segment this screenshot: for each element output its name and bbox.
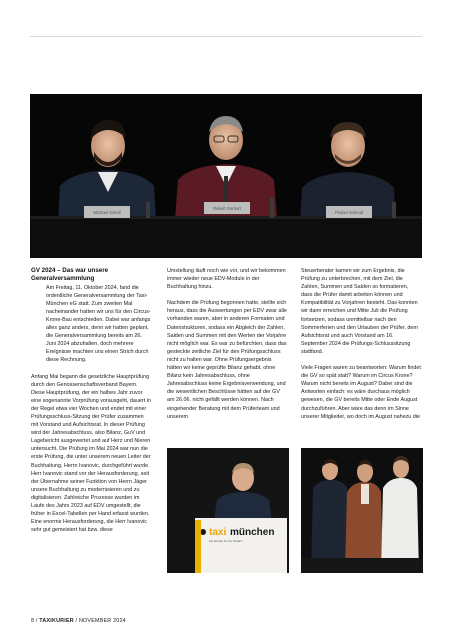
nameplate-text-right: Florian Schmid (335, 210, 363, 215)
lectern-brand-prefix: taxi (209, 527, 227, 538)
page-number: 8 (31, 618, 35, 624)
three-people-illustration (301, 448, 423, 573)
lectern-brand-name: münchen (230, 527, 275, 538)
magazine-name: TAXIKURIER (39, 618, 74, 624)
paragraph-questions: Viele Fragen waren zu beantworten: Warum findet die GV so spät statt? Warum im Circus Krone? Warum nicht bereits im August? Dabei sind die Antworten einfach: es wäre durchaus möglich gewesen, die GV bereits Mitte oder Ende August durchzuführen. Aber wäre das denn im Sinne unserer Mitglieder, wo doch im August nahezu die (301, 365, 421, 420)
footer-separator-2: / (73, 618, 79, 624)
board-members-photo-illustration (30, 94, 422, 258)
paragraph-audit-problem: Nachdem die Prüfung begonnen hatte, stellte sich heraus, dass die Auswertungen per EDV zwar alle vorhanden waren, aber in anderen Formaten und Datenstrukturen, sodass ein Abgleich der Zahlen, Salden und Summen mit den Werten der Vorjahre nicht möglich war. Es war zu befürchten, dass das gesteckte zeitliche Ziel für den Prüfungsschluss nicht zu halten war. Ohne Prüfungsergebnis hätten wir keine geprüfte Bilanz gehabt, ohne Bilanz kein Jahresabschluss, ohne Jahresabschluss keine Ergebnisverwendung, und die wesentlichen Beschlüsse hätten auf der GV am 26.06. nicht gefällt werden können. Nach eingehender Beratung mit dem Prüferteam und unserem (167, 300, 287, 420)
issue-date: NOVEMBER 2024 (78, 618, 126, 624)
three-people-photo (301, 448, 423, 573)
speaker-lectern-illustration (167, 448, 289, 573)
article-column-3 (301, 267, 421, 421)
paragraph-audit: Anfang Mai begann die gesetzliche Hauptprüfung durch den Genossenschaftsverband Bayern. Diese Hauptprüfung, der ein halbes Jahr zuvor eine sogenannte Vorprüfung vorausgeht, dauert in der Regel etwa vier Wochen und endet mit einer Prüfungsschluss-Sitzung der Prüfer zusammen mit Vorstand und Aufsichtsrat. In dieser Prüfung wird der Jahresabschluss, also Bilanz, GuV und Lagebericht ausgewertet und auf Herz und Nieren untersucht. Die Prüfung im Mai 2024 war nun die erste Prüfung, die unter unserem neuen Leiter der Buchhaltung, Herrn Ivanovic, durchgeführt wurde. Herr Ivanovic stand vor der Herausforderung, seit der Übernahme seiner Funktion von Herrn Jäger unsere Buchhaltung zu modernisieren und zu digitalisieren. Zahlreiche Prozesse wurden im Laufe des Jahrs 2023 auf EDV umgestellt, die früher in Excel-Tabellen per Hand erfasst wurden. Eine enorme Herausforderung, die Herr Ivanovic sehr gut gemeistert hat bzw. diese (31, 373, 151, 534)
footer-separator: / (34, 618, 40, 624)
nameplate-text-center: Robert Gerhart (213, 206, 241, 211)
paragraph-intro: Am Freitag, 11. Oktober 2024, fand die ordentliche Generalversammlung der Taxi-München eG statt. Zum zweiten Mal nacheinander hatten wir uns für den Circus-Krone-Bau entschieden. Dabei war anfangs alles ganz anders, denn wir hatten geplant, die Generalversammlung bereits am 26. Juni 2024 abzuhalten, doch mehrere Ereignisse machten uns einen Strich durch diese Rechnung. (46, 284, 151, 364)
nameplate-text-left: Michael Scholl (93, 210, 121, 215)
article-column-2 (167, 267, 287, 421)
page-footer (31, 618, 126, 624)
article-column-1 (31, 267, 151, 534)
article-heading: GV 2024 – Das war unsere Generalversammlung (31, 267, 109, 283)
speaker-lectern-photo (167, 448, 289, 573)
paragraph-audit-result: Steuerberater kamen wir zum Ergebnis, die Prüfung zu unterbrechen, mit dem Ziel, die Zahlen, Summen und Salden so formatieren, dass die Prüfer damit arbeiten können und Kompatibilität zu Vorjahren besteht. Das konnten wir dann erreichen und Mitte Juli die Prüfung fortsetzen, sodass unmittelbar nach den Sommerferien und den Urlauben der Prüfer, dem Aufsichtsrat und auch Vorstand am 16. September 2024 die Prüfungs-Schlusssitzung stattfand. (301, 268, 418, 355)
lectern-brand-sub: Die Zentrale für Ihre Taxifahrt (209, 540, 243, 543)
board-members-photo (30, 94, 422, 258)
paragraph-conversion: Umstellung läuft noch wie vor, und wir bekommen immer wieder neue EDV-Module in der Buchhaltung hinzu. (167, 268, 286, 291)
top-divider (30, 36, 422, 37)
